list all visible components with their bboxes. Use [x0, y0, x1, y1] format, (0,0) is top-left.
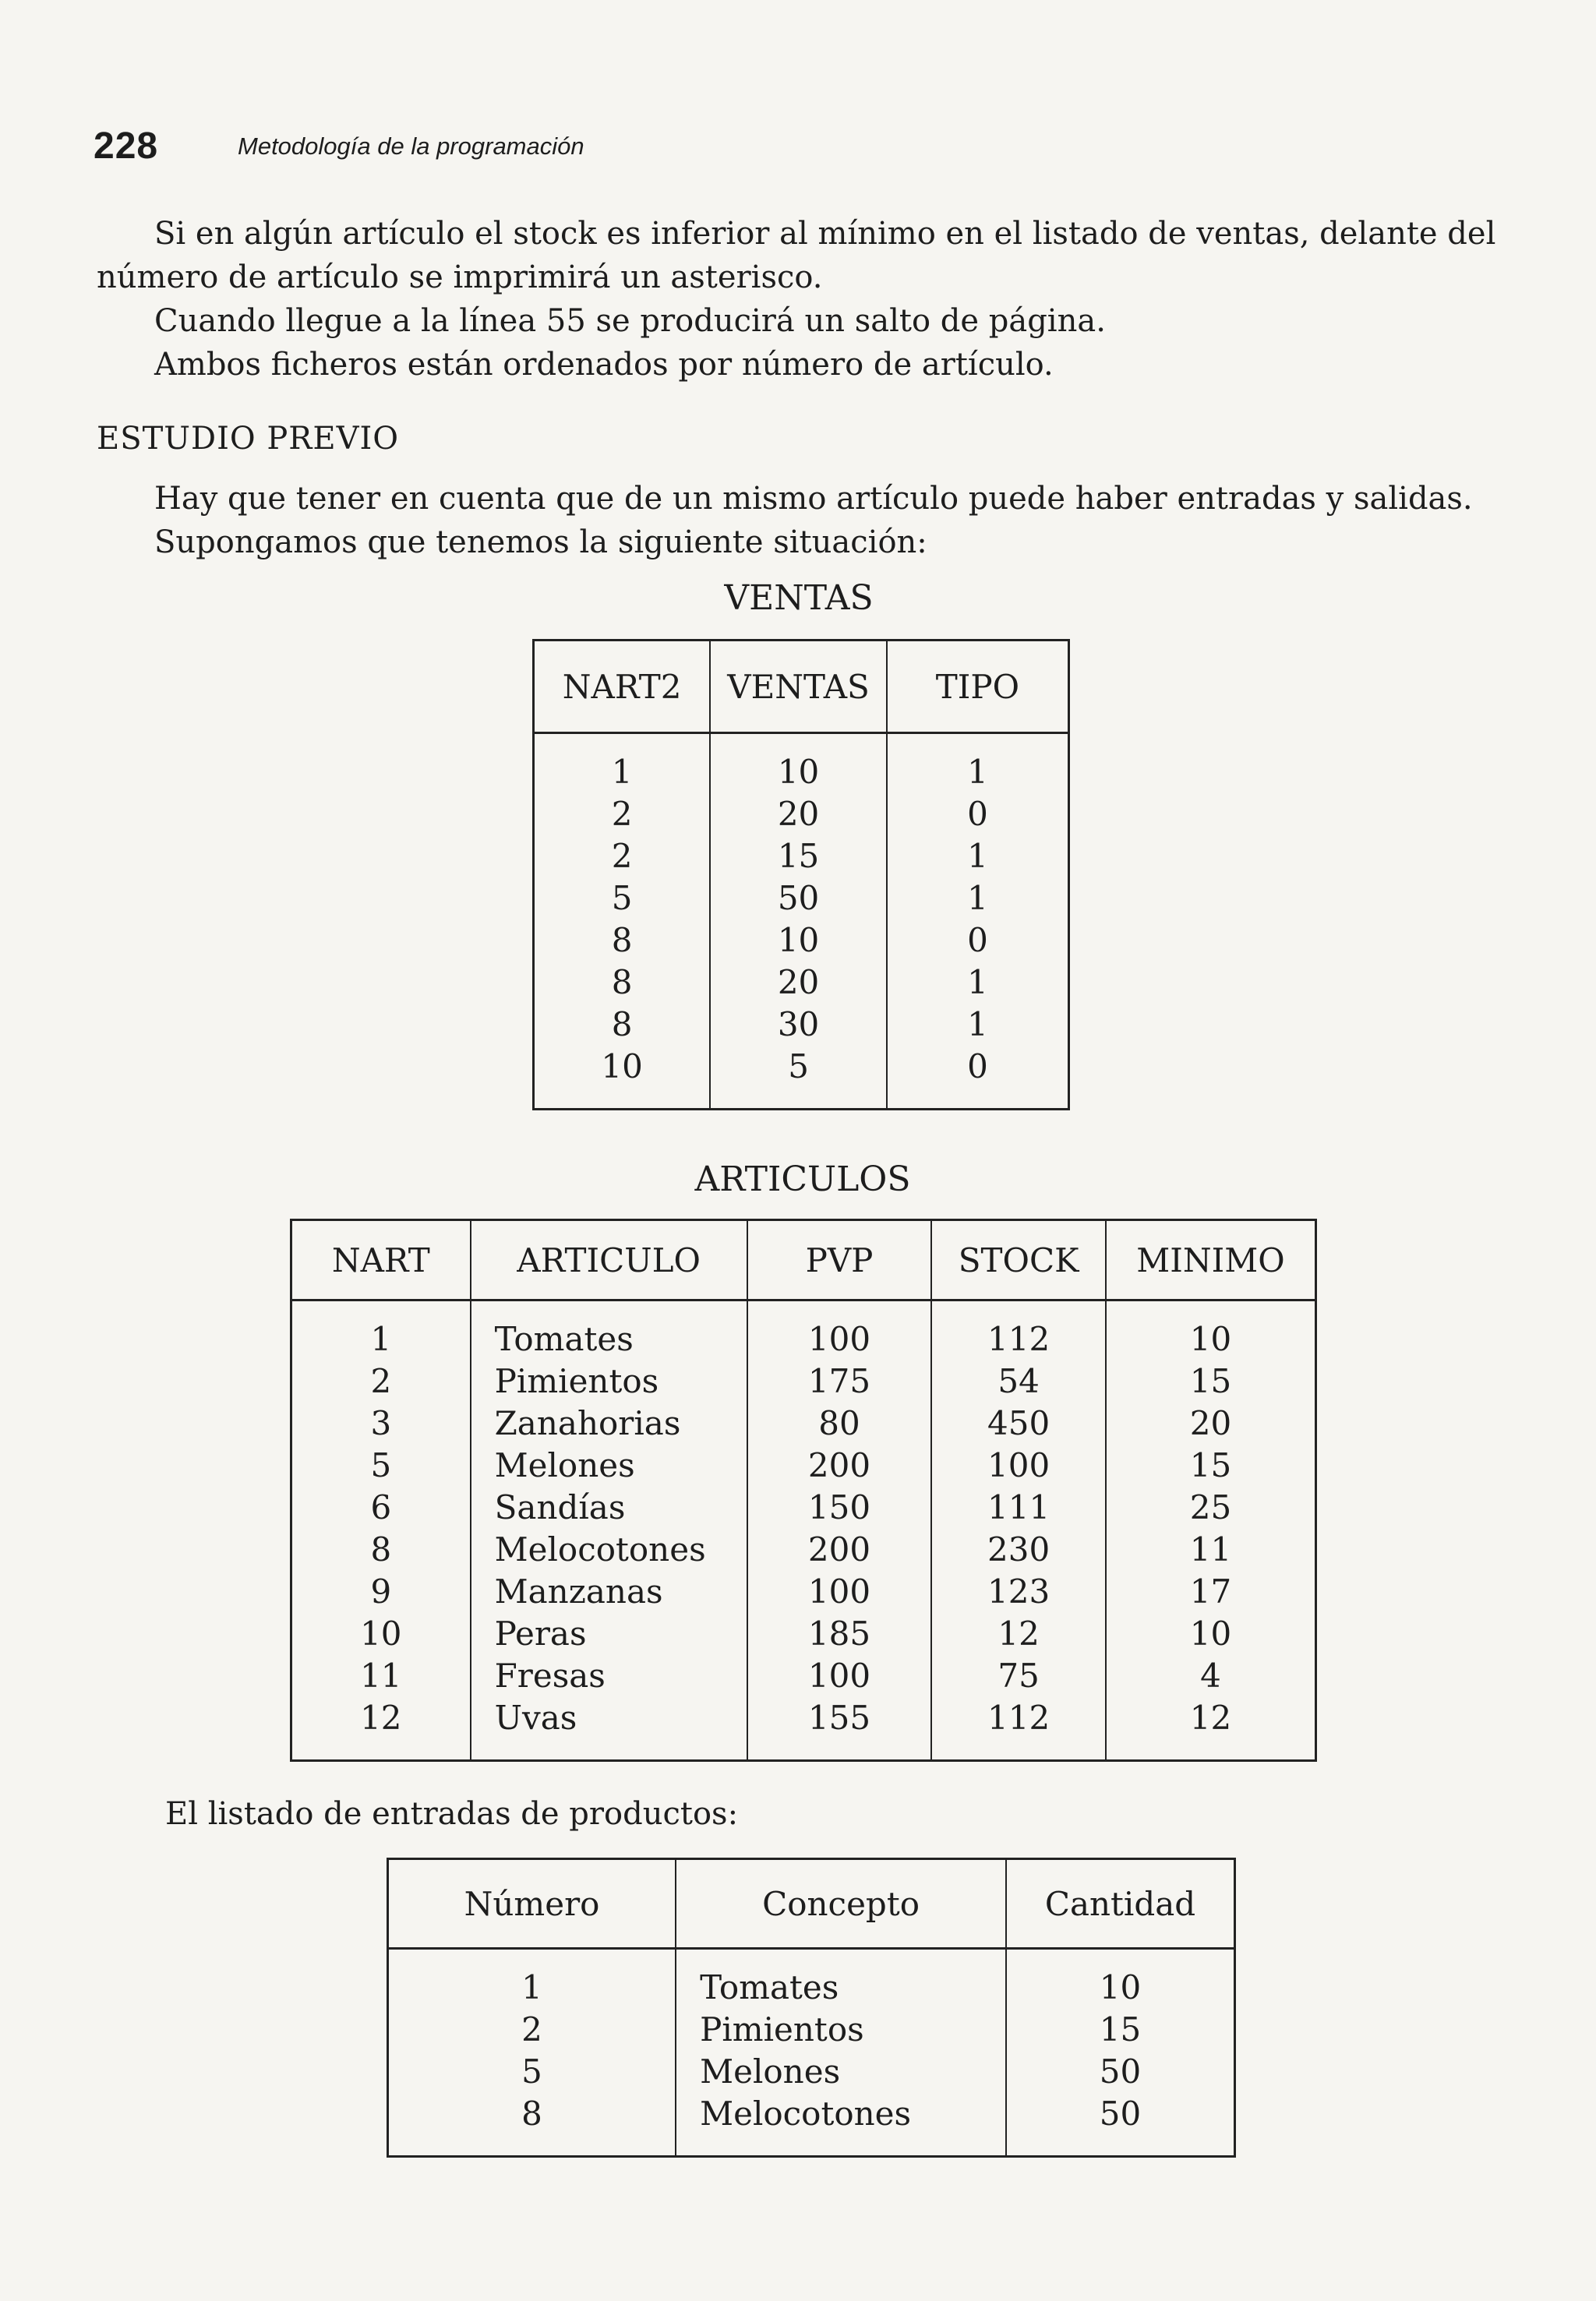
- ventas-header-row: [534, 641, 1069, 733]
- ventas-row: [534, 1046, 1069, 1110]
- articulos-row-cell: 2: [291, 1360, 471, 1403]
- ventas-row-cell: 1: [887, 962, 1069, 1004]
- articulos-table: [290, 1219, 1317, 1762]
- entradas-row-cell: 5: [388, 2051, 676, 2093]
- ventas-row: [534, 877, 1069, 919]
- ventas-row-cell: 5: [534, 877, 711, 919]
- articulos-row-cell: 3: [291, 1403, 471, 1445]
- articulos-row-cell: 8: [291, 1529, 471, 1571]
- articulos-row-cell: Manzanas: [471, 1571, 747, 1613]
- entradas-col-numero: Número: [388, 1859, 676, 1949]
- ventas-row-cell: 8: [534, 962, 711, 1004]
- entradas-row: [388, 1949, 1235, 2010]
- articulos-row-cell: 12: [291, 1697, 471, 1761]
- articulos-row-cell: 100: [747, 1571, 932, 1613]
- entradas-col-cantidad: Cantidad: [1006, 1859, 1235, 1949]
- ventas-row-cell: 2: [534, 835, 711, 877]
- articulos-row-cell: 230: [931, 1529, 1106, 1571]
- paragraph-page-break: Cuando llegue a la línea 55 se producirá un salto de página.: [154, 303, 1106, 339]
- ventas-row: [534, 793, 1069, 835]
- ventas-row-cell: 0: [887, 919, 1069, 962]
- articulos-row-cell: 4: [1106, 1655, 1316, 1697]
- entradas-row-cell: 8: [388, 2093, 676, 2157]
- articulos-row-cell: Sandías: [471, 1487, 747, 1529]
- ventas-row: [534, 835, 1069, 877]
- entradas-row: [388, 2051, 1235, 2093]
- ventas-table: [532, 639, 1070, 1110]
- entradas-row-cell: Melones: [676, 2051, 1006, 2093]
- articulos-row-cell: 111: [931, 1487, 1106, 1529]
- articulos-row-cell: 9: [291, 1571, 471, 1613]
- articulos-row-cell: Melones: [471, 1445, 747, 1487]
- ventas-row-cell: 50: [710, 877, 887, 919]
- paragraph-entries-exits: Hay que tener en cuenta que de un mismo artículo puede haber entradas y salidas.: [154, 481, 1473, 517]
- entradas-row-cell: Melocotones: [676, 2093, 1006, 2157]
- articulos-row-cell: 11: [1106, 1529, 1316, 1571]
- articulos-row-cell: 200: [747, 1529, 932, 1571]
- entradas-row-cell: 50: [1006, 2093, 1235, 2157]
- articulos-row-cell: Uvas: [471, 1697, 747, 1761]
- ventas-row-cell: 10: [534, 1046, 711, 1110]
- articulos-row-cell: 54: [931, 1360, 1106, 1403]
- ventas-col-ventas: VENTAS: [710, 641, 887, 733]
- articulos-row: [291, 1571, 1316, 1613]
- articulos-row-cell: 100: [747, 1300, 932, 1361]
- ventas-row-cell: 20: [710, 793, 887, 835]
- articulos-row-cell: 5: [291, 1445, 471, 1487]
- articulos-row-cell: 6: [291, 1487, 471, 1529]
- ventas-row-cell: 1: [887, 733, 1069, 794]
- paragraph-sorted-files: Ambos ficheros están ordenados por número de artículo.: [154, 347, 1054, 383]
- entradas-col-concepto: Concepto: [676, 1859, 1006, 1949]
- articulos-row-cell: 10: [1106, 1300, 1316, 1361]
- articulos-row-cell: 100: [931, 1445, 1106, 1487]
- articulos-row-cell: 10: [291, 1613, 471, 1655]
- articulos-row-cell: Fresas: [471, 1655, 747, 1697]
- articulos-row-cell: 100: [747, 1655, 932, 1697]
- articulos-col-pvp: PVP: [747, 1220, 932, 1300]
- articulos-row-cell: 123: [931, 1571, 1106, 1613]
- articulos-header-row: [291, 1220, 1316, 1300]
- articulos-row-cell: Pimientos: [471, 1360, 747, 1403]
- ventas-row-cell: 30: [710, 1004, 887, 1046]
- articulos-row: [291, 1697, 1316, 1761]
- entradas-row: [388, 2093, 1235, 2157]
- articulos-row-cell: 450: [931, 1403, 1106, 1445]
- articulos-col-stock: STOCK: [931, 1220, 1106, 1300]
- articulos-row: [291, 1445, 1316, 1487]
- ventas-row-cell: 1: [887, 835, 1069, 877]
- ventas-row-cell: 8: [534, 1004, 711, 1046]
- ventas-row-cell: 5: [710, 1046, 887, 1110]
- ventas-row-cell: 8: [534, 919, 711, 962]
- ventas-row: [534, 962, 1069, 1004]
- running-title: Metodología de la programación: [238, 132, 584, 160]
- articulos-row-cell: Melocotones: [471, 1529, 747, 1571]
- ventas-col-tipo: TIPO: [887, 641, 1069, 733]
- entradas-row-cell: 15: [1006, 2009, 1235, 2051]
- ventas-row-cell: 20: [710, 962, 887, 1004]
- ventas-row: [534, 733, 1069, 794]
- entradas-row-cell: 50: [1006, 2051, 1235, 2093]
- articulos-row-cell: 112: [931, 1300, 1106, 1361]
- entradas-row-cell: 10: [1006, 1949, 1235, 2010]
- paragraph-situation: Supongamos que tenemos la siguiente situación:: [154, 524, 927, 560]
- entradas-row-cell: Tomates: [676, 1949, 1006, 2010]
- articulos-row: [291, 1403, 1316, 1445]
- articulos-row: [291, 1300, 1316, 1361]
- articulos-col-nart: NART: [291, 1220, 471, 1300]
- articulos-row-cell: 112: [931, 1697, 1106, 1761]
- articulos-row-cell: 200: [747, 1445, 932, 1487]
- articulos-row-cell: Peras: [471, 1613, 747, 1655]
- articulos-col-minimo: MINIMO: [1106, 1220, 1316, 1300]
- ventas-title: VENTAS: [724, 578, 874, 618]
- ventas-row-cell: 10: [710, 919, 887, 962]
- ventas-row-cell: 0: [887, 793, 1069, 835]
- entradas-row-cell: 1: [388, 1949, 676, 2010]
- paragraph-asterisk-rule: Si en algún artículo el stock es inferior al mínimo en el listado de ventas, delante del número de artículo se imprimirá un asterisco.: [97, 216, 1496, 295]
- ventas-row-cell: 1: [534, 733, 711, 794]
- articulos-row-cell: Tomates: [471, 1300, 747, 1361]
- ventas-row: [534, 1004, 1069, 1046]
- entradas-row-cell: 2: [388, 2009, 676, 2051]
- articulos-row: [291, 1360, 1316, 1403]
- entradas-row-cell: Pimientos: [676, 2009, 1006, 2051]
- articulos-row-cell: 150: [747, 1487, 932, 1529]
- ventas-row-cell: 2: [534, 793, 711, 835]
- section-heading: ESTUDIO PREVIO: [97, 421, 400, 457]
- articulos-row-cell: 175: [747, 1360, 932, 1403]
- articulos-row-cell: 15: [1106, 1360, 1316, 1403]
- articulos-col-articulo: ARTICULO: [471, 1220, 747, 1300]
- page-number: 228: [94, 125, 159, 167]
- entradas-header-row: [388, 1859, 1235, 1949]
- articulos-row-cell: 25: [1106, 1487, 1316, 1529]
- articulos-row-cell: Zanahorias: [471, 1403, 747, 1445]
- ventas-row-cell: 15: [710, 835, 887, 877]
- articulos-row-cell: 155: [747, 1697, 932, 1761]
- articulos-row-cell: 12: [931, 1613, 1106, 1655]
- ventas-row-cell: 1: [887, 1004, 1069, 1046]
- entradas-row: [388, 2009, 1235, 2051]
- articulos-row-cell: 20: [1106, 1403, 1316, 1445]
- ventas-col-nart2: NART2: [534, 641, 711, 733]
- articulos-row-cell: 11: [291, 1655, 471, 1697]
- articulos-row: [291, 1487, 1316, 1529]
- articulos-row-cell: 15: [1106, 1445, 1316, 1487]
- articulos-row-cell: 12: [1106, 1697, 1316, 1761]
- articulos-row: [291, 1655, 1316, 1697]
- entradas-table: [387, 1858, 1236, 2158]
- articulos-row-cell: 185: [747, 1613, 932, 1655]
- ventas-row-cell: 10: [710, 733, 887, 794]
- articulos-row-cell: 1: [291, 1300, 471, 1361]
- articulos-row-cell: 80: [747, 1403, 932, 1445]
- ventas-row: [534, 919, 1069, 962]
- ventas-row-cell: 0: [887, 1046, 1069, 1110]
- articulos-row: [291, 1529, 1316, 1571]
- articulos-row: [291, 1613, 1316, 1655]
- paragraph-entries-list: El listado de entradas de productos:: [165, 1796, 739, 1832]
- articulos-row-cell: 75: [931, 1655, 1106, 1697]
- articulos-row-cell: 10: [1106, 1613, 1316, 1655]
- ventas-row-cell: 1: [887, 877, 1069, 919]
- articulos-title: ARTICULOS: [694, 1159, 911, 1199]
- articulos-row-cell: 17: [1106, 1571, 1316, 1613]
